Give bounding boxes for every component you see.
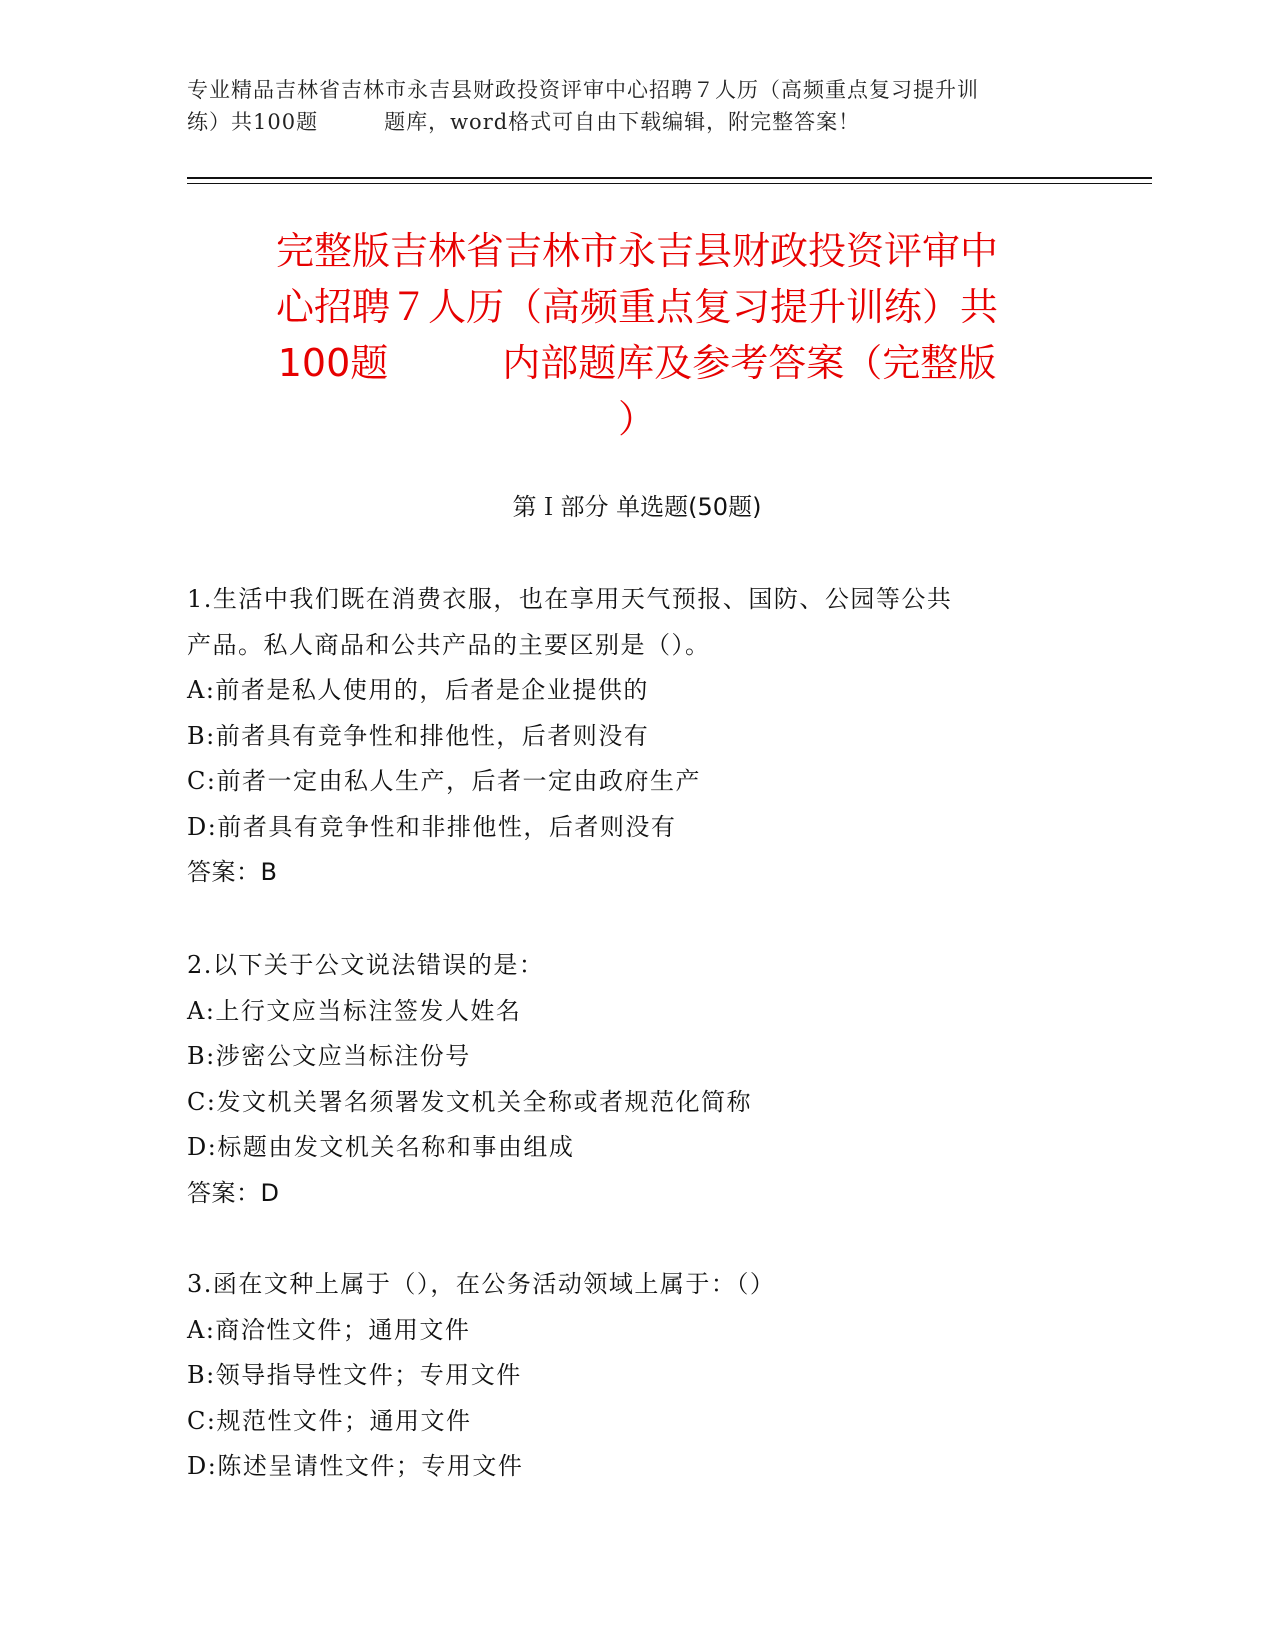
option-a: A:商洽性文件；通用文件 <box>187 1315 471 1344</box>
header-line-1: 专业精品吉林省吉林市永吉县财政投资评审中心招聘７人历（高频重点复习提升训 <box>187 78 979 102</box>
title-line-4: ） <box>617 397 656 441</box>
option-d: D:前者具有竞争性和非排他性，后者则没有 <box>187 812 677 841</box>
option-b: B:涉密公文应当标注份号 <box>187 1042 471 1070</box>
answer-line: 答案：D <box>187 1178 280 1207</box>
section-heading: 第Ｉ部分 单选题(50题) <box>512 493 762 521</box>
question-stem: 2.以下关于公文说法错误的是： <box>187 951 545 979</box>
option-c: C:前者一定由私人生产，后者一定由政府生产 <box>187 767 701 795</box>
title-line-2: 心招聘７人历（高频重点复习提升训练）共 <box>275 285 998 329</box>
option-b: B:领导指导性文件；专用文件 <box>187 1361 522 1389</box>
question-stem: 3.函在文种上属于（），在公务活动领域上属于：（） <box>187 1270 776 1298</box>
option-a: A:前者是私人使用的，后者是企业提供的 <box>187 676 649 704</box>
document-header <box>187 74 1087 138</box>
question-1 <box>187 577 1087 896</box>
document-title <box>187 223 1087 447</box>
header-divider-thin <box>187 183 1152 184</box>
option-c: C:规范性文件；通用文件 <box>187 1406 472 1435</box>
option-b: B:前者具有竞争性和排他性，后者则没有 <box>187 721 650 750</box>
question-stem-continued: 产品。私人商品和公共产品的主要区别是（）。 <box>187 630 711 659</box>
question-stem: 1.生活中我们既在消费衣服，也在享用天气预报、国防、公园等公共 <box>187 585 953 613</box>
header-line-2: 练）共100题 题库，word格式可自由下载编辑，附完整答案！ <box>187 110 861 134</box>
question-3 <box>187 1262 1087 1490</box>
question-2 <box>187 943 1087 1216</box>
option-a: A:上行文应当标注签发人姓名 <box>187 996 522 1025</box>
option-d: D:标题由发文机关名称和事由组成 <box>187 1133 575 1161</box>
option-d: D:陈述呈请性文件；专用文件 <box>187 1452 524 1480</box>
answer-line: 答案：B <box>187 858 278 886</box>
title-line-3: 100题 内部题库及参考答案（完整版 <box>277 341 997 385</box>
header-divider-thick <box>187 177 1152 179</box>
option-c: C:发文机关署名须署发文机关全称或者规范化简称 <box>187 1087 752 1116</box>
title-line-1: 完整版吉林省吉林市永吉县财政投资评审中 <box>275 229 998 273</box>
